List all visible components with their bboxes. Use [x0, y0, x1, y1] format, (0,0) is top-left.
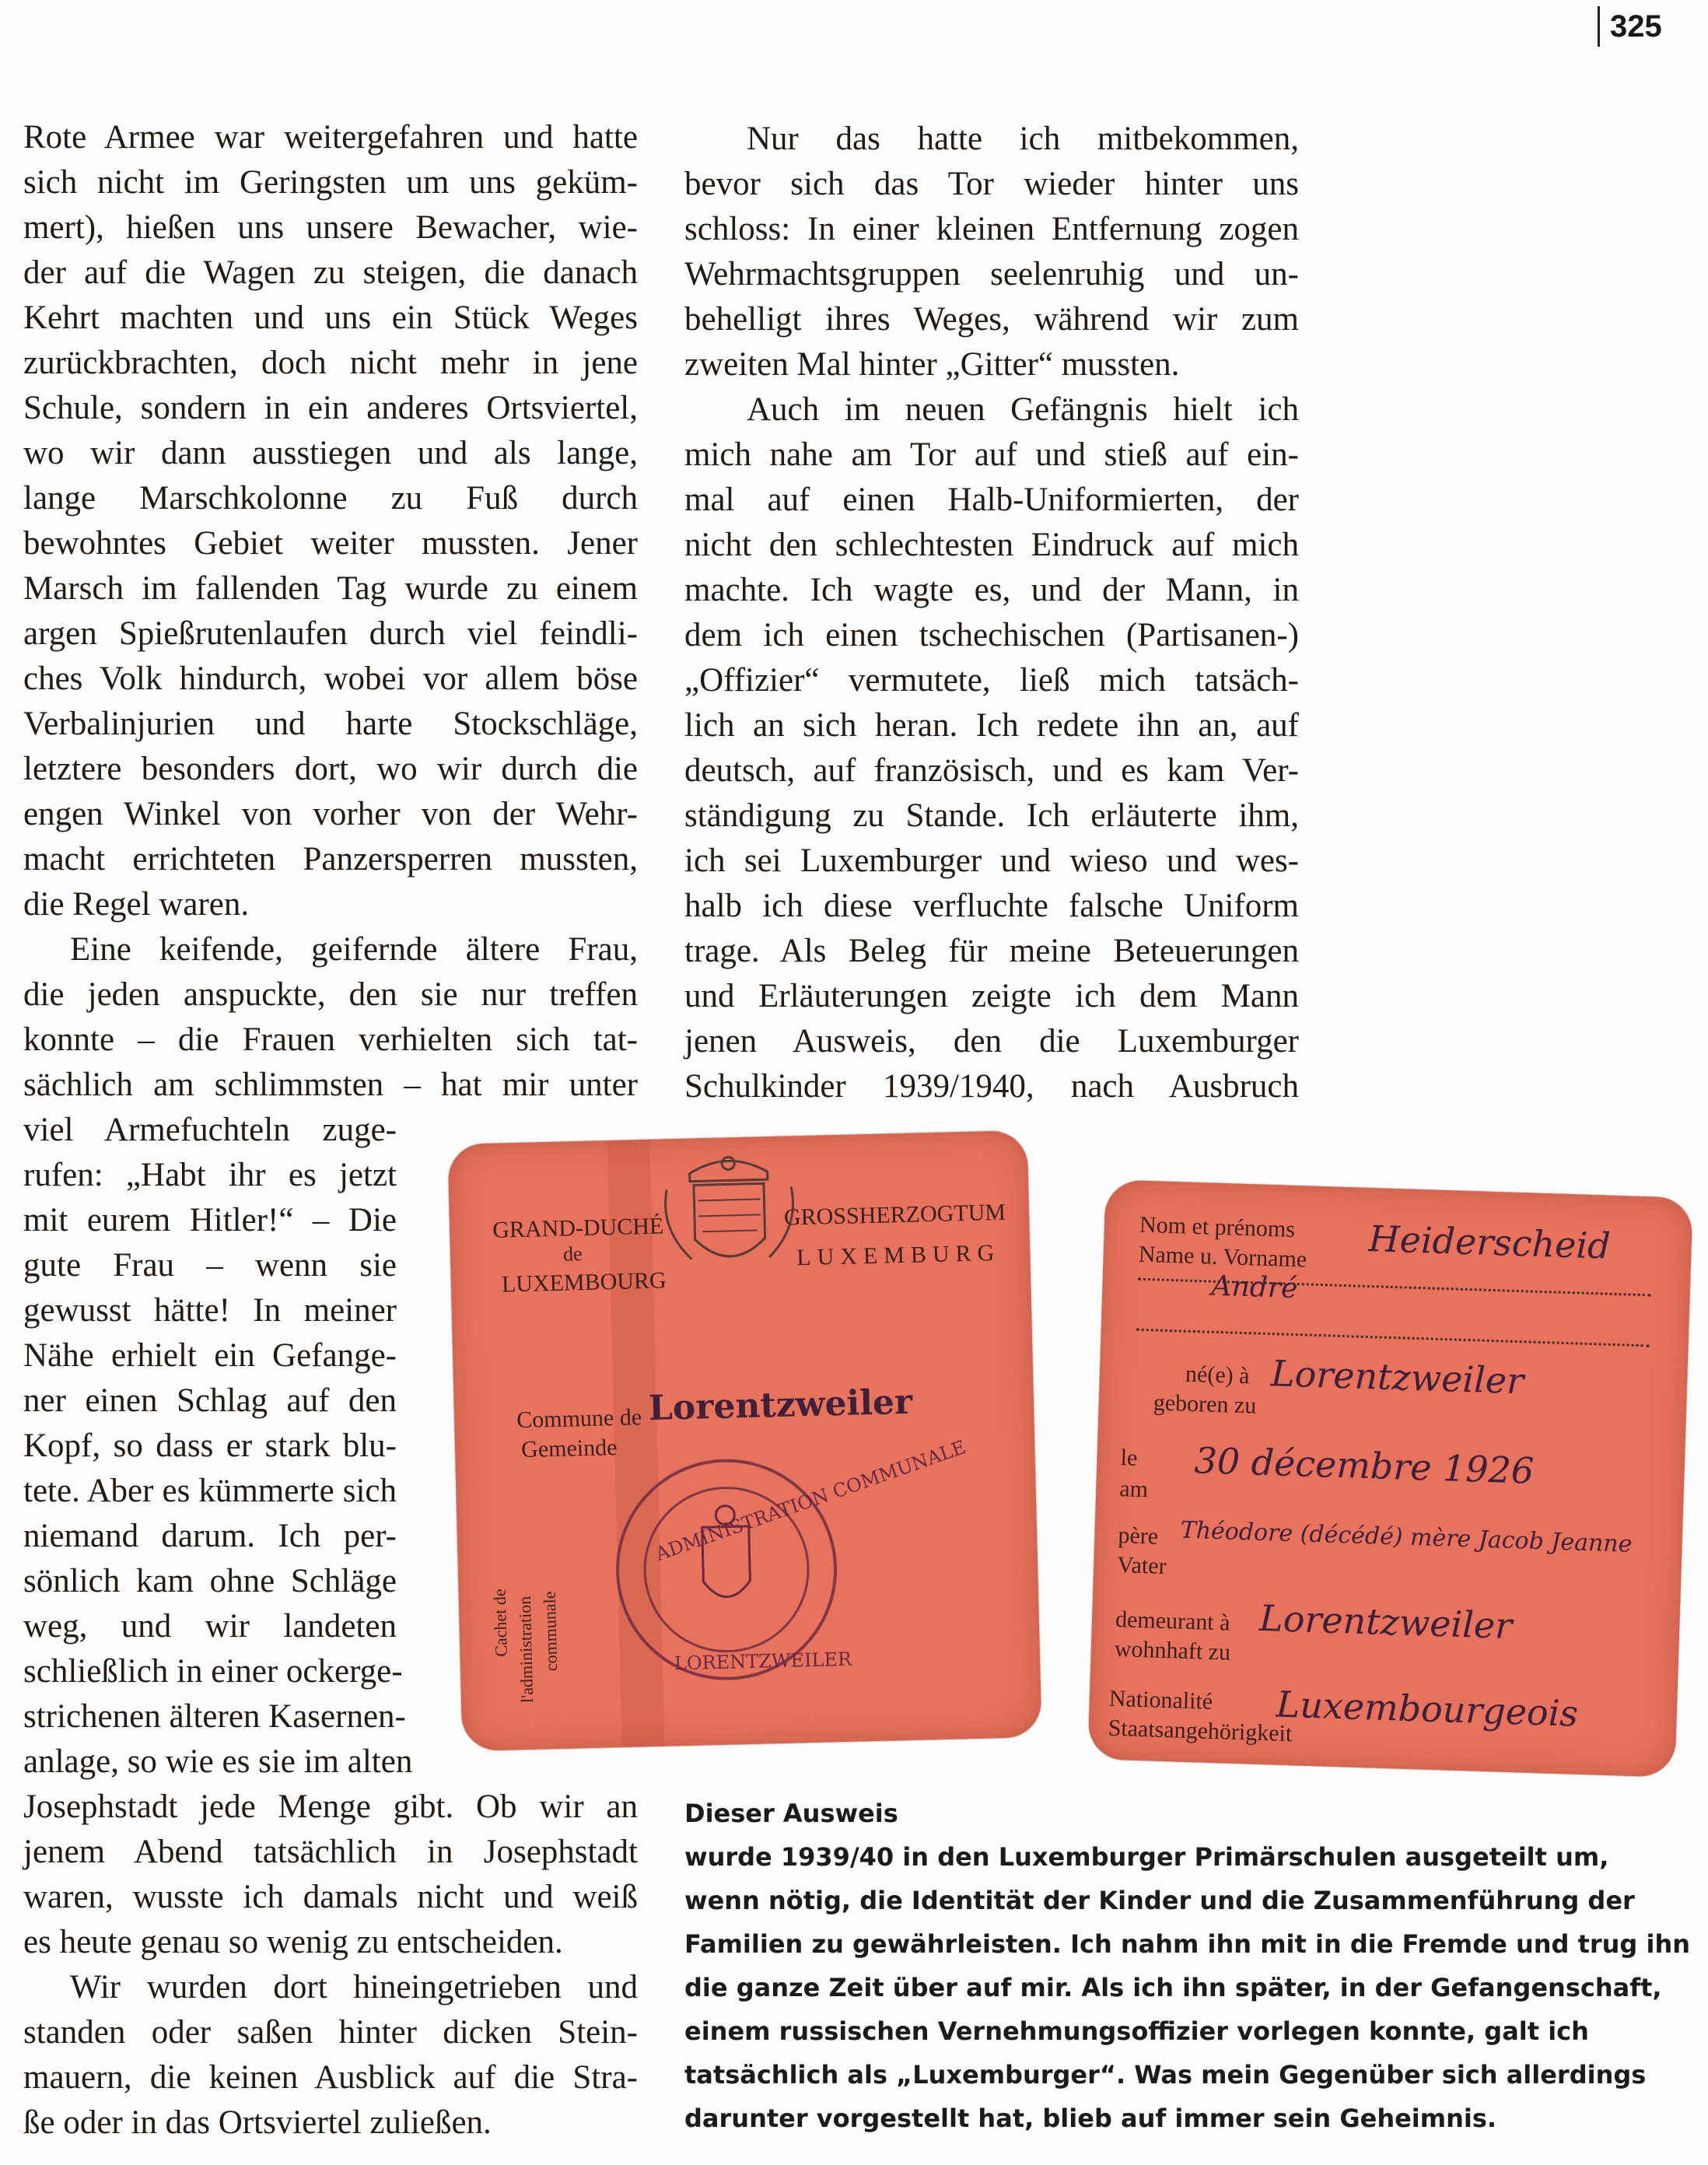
caption-line: einem russischen Vernehmungsoffizier vorlegen konnte, galt ich — [684, 2016, 1589, 2046]
commune-label-fr: Commune de — [516, 1404, 642, 1434]
text-line: Wehrmachtsgruppen seelenruhig und un- — [684, 256, 1299, 293]
text-line: argen Spießrutenlaufen durch viel feindli- — [23, 615, 638, 652]
text-line: zweiten Mal hinter „Gitter“ mussten. — [684, 346, 1180, 383]
text-line: schloss: In einer kleinen Entfernung zogen — [684, 211, 1299, 247]
text-line: zurückbrachten, doch nicht mehr in jene — [23, 345, 638, 381]
text-line: bewohntes Gebiet weiter mussten. Jener — [23, 525, 638, 562]
text-line: waren, wusste ich damals nicht und weiß — [23, 1879, 638, 1915]
commune-value: Lorentzweiler — [648, 1382, 913, 1428]
coat-of-arms-icon — [664, 1155, 794, 1259]
residence-label-fr: demeurant à — [1115, 1606, 1231, 1636]
caption-line: die ganze Zeit über auf mir. Als ich ihn später, in der Gefangenschaft, — [684, 1973, 1662, 2002]
father-label-fr: père — [1118, 1522, 1159, 1550]
text-line: mauern, die keinen Ausblick auf die Stra- — [23, 2059, 638, 2096]
date-value: 30 décembre 1926 — [1193, 1439, 1535, 1492]
nationality-label-de: Staatsangehörigkeit — [1108, 1715, 1293, 1747]
text-line: macht errichteten Panzersperren mussten, — [23, 841, 638, 878]
text-line: ße oder in das Ortsviertel zuließen. — [23, 2104, 492, 2141]
born-label-fr: né(e) à — [1185, 1361, 1251, 1389]
text-line: Auch im neuen Gefängnis hielt ich — [747, 391, 1299, 428]
caption-line: darunter vorgestellt hat, blieb auf immer sein Geheimnis. — [684, 2104, 1497, 2133]
born-value: Lorentzweiler — [1270, 1352, 1524, 1403]
caption-title: Dieser Ausweis — [684, 1799, 898, 1828]
card-title-de-2: LUXEMBURG — [796, 1239, 1001, 1271]
text-line: Nur das hatte ich mitbekommen, — [747, 121, 1299, 157]
text-line: strichenen älteren Kasernen- — [23, 1698, 406, 1735]
date-label-fr: le — [1120, 1445, 1138, 1471]
text-line: schließlich in einer ockerge- — [23, 1653, 403, 1690]
card-title-fr-1: GRAND-DUCHÉ — [492, 1213, 664, 1243]
text-line: Marsch im fallenden Tag wurde zu einem — [23, 570, 638, 607]
stamp-ring-top: ADMINISTRATION COMMUNALE — [653, 1435, 969, 1566]
seal-label-2: l'administration — [514, 1596, 537, 1704]
caption-line: Familien zu gewährleisten. Ich nahm ihn mit in die Fremde und trug ihn — [684, 1929, 1690, 1959]
text-line: ner einen Schlag auf den — [23, 1382, 397, 1419]
text-line: mal auf einen Halb-Uniformierten, der — [684, 482, 1299, 518]
text-line: mich nahe am Tor auf und stieß auf ein- — [684, 436, 1299, 473]
name-label-de: Name u. Vorname — [1138, 1241, 1307, 1273]
nationality-value: Luxembourgeois — [1275, 1683, 1579, 1735]
text-line: engen Winkel von vorher von der Wehr- — [23, 796, 638, 832]
card-title-fr-3: LUXEMBOURG — [501, 1267, 667, 1298]
text-line: und Erläuterungen zeigte ich dem Mann — [684, 978, 1299, 1014]
text-line: jenen Ausweis, den die Luxemburger — [684, 1023, 1299, 1060]
text-line: gute Frau – wenn sie — [23, 1247, 397, 1284]
seal-label-3: communale — [539, 1591, 562, 1672]
name-label-fr: Nom et prénoms — [1139, 1211, 1296, 1242]
caption-line: wurde 1939/40 in den Luxemburger Primärschulen ausgeteilt um, — [684, 1842, 1609, 1872]
father-label-de: Vater — [1116, 1552, 1167, 1580]
text-line: sönlich kam ohne Schläge — [23, 1563, 397, 1599]
text-line: die Regel waren. — [23, 886, 250, 923]
text-line: nicht den schlechtesten Eindruck auf mich — [684, 527, 1299, 563]
text-line: lich an sich heran. Ich redete ihn an, auf — [684, 707, 1299, 744]
text-line: ich sei Luxemburger und wieso und wes- — [684, 843, 1299, 879]
text-line: gewusst hätte! In meiner — [23, 1292, 397, 1329]
text-line: dem ich einen tschechischen (Partisanen-) — [684, 617, 1299, 653]
text-line: tete. Aber es kümmerte sich — [23, 1473, 397, 1509]
text-line: weg, und wir landeten — [23, 1608, 397, 1645]
text-line: der auf die Wagen zu steigen, die danach — [23, 254, 638, 291]
text-line: lange Marschkolonne zu Fuß durch — [23, 480, 638, 517]
commune-label-de: Gemeinde — [520, 1435, 618, 1463]
text-line: bevor sich das Tor wieder hinter uns — [684, 166, 1299, 202]
card-title-fr-2: de — [562, 1242, 583, 1266]
id-card-back — [1087, 1179, 1692, 1777]
stamp-ring-bottom: LORENTZWEILER — [674, 1648, 852, 1675]
text-line: es heute genau so wenig zu entscheiden. — [23, 1924, 563, 1960]
text-line: mert), hießen uns unsere Bewacher, wie- — [23, 209, 638, 246]
text-line: Verbalinjurien und harte Stockschläge, — [23, 706, 638, 742]
text-line: Nähe erhielt ein Gefange- — [23, 1337, 397, 1374]
text-line: halb ich diese verfluchte falsche Uniform — [684, 888, 1299, 924]
text-line: Wir wurden dort hineingetrieben und — [70, 1969, 638, 2006]
caption-line: wenn nötig, die Identität der Kinder und die Zusammenführung der — [684, 1886, 1635, 1915]
name-value: Heiderscheid — [1367, 1217, 1612, 1267]
page-number-rule — [1598, 6, 1600, 47]
seal-label-1: Cachet de — [489, 1589, 511, 1658]
text-line: ches Volk hindurch, wobei vor allem böse — [23, 660, 638, 697]
text-line: Schulkinder 1939/1940, nach Ausbruch — [684, 1068, 1299, 1105]
text-line: rufen: „Habt ihr es jetzt — [23, 1157, 397, 1193]
text-line: Schule, sondern in ein anderes Ortsviertel, — [23, 390, 638, 426]
text-line: standen oder saßen hinter dicken Stein- — [23, 2014, 638, 2051]
text-line: Josephstadt jede Menge gibt. Ob wir an — [23, 1788, 638, 1825]
text-line: behelligt ihres Weges, während wir zum — [684, 301, 1299, 338]
nationality-label-fr: Nationalité — [1108, 1685, 1213, 1715]
born-label-de: geboren zu — [1153, 1389, 1257, 1419]
text-line: Eine keifende, geifernde ältere Frau, — [70, 931, 638, 968]
text-line: die jeden anspuckte, den sie nur treffen — [23, 976, 638, 1013]
date-label-de: am — [1118, 1476, 1149, 1503]
residence-label-de: wohnhaft zu — [1114, 1635, 1231, 1666]
first-name-value: André — [1211, 1270, 1298, 1305]
text-line: niemand darum. Ich per- — [23, 1518, 397, 1554]
text-line: anlage, so wie es sie im alten — [23, 1743, 413, 1780]
dotted-line — [1136, 1329, 1650, 1347]
text-line: sächlich am schlimmsten – hat mir unter — [23, 1067, 638, 1103]
text-line: Rote Armee war weitergefahren und hatte — [23, 119, 638, 156]
text-line: Kehrt machten und uns ein Stück Weges — [23, 300, 638, 336]
id-card-front — [448, 1130, 1042, 1751]
text-line: trage. Als Beleg für meine Beteuerungen — [684, 933, 1299, 969]
text-line: Kopf, so dass er stark blu- — [23, 1428, 397, 1464]
text-line: letztere besonders dort, wo wir durch die — [23, 751, 638, 787]
caption-line: tatsächlich als „Luxemburger“. Was mein Gegenüber sich allerdings — [684, 2060, 1647, 2090]
text-line: wo wir dann ausstiegen und als lange, — [23, 435, 638, 471]
text-line: mit eurem Hitler!“ – Die — [23, 1202, 397, 1238]
text-line: „Offizier“ vermutete, ließ mich tatsäch- — [684, 662, 1299, 699]
card-title-de-1: GROSSHERZOGTUM — [783, 1199, 1006, 1231]
text-line: jenem Abend tatsächlich in Josephstadt — [23, 1834, 638, 1870]
residence-value: Lorentzweiler — [1258, 1596, 1514, 1648]
text-line: machte. Ich wagte es, und der Mann, in — [684, 572, 1299, 608]
father-value: Théodore (décédé) mère Jacob Jeanne — [1180, 1516, 1633, 1558]
text-line: ständigung zu Stande. Ich erläuterte ihm, — [684, 797, 1299, 834]
text-line: konnte – die Frauen verhielten sich tat- — [23, 1021, 638, 1058]
text-line: deutsch, auf französisch, und es kam Ver- — [684, 752, 1299, 789]
text-line: sich nicht im Geringsten um uns geküm- — [23, 164, 638, 201]
text-line: viel Armefuchteln zuge- — [23, 1112, 397, 1148]
page-number: 325 — [1610, 9, 1662, 44]
